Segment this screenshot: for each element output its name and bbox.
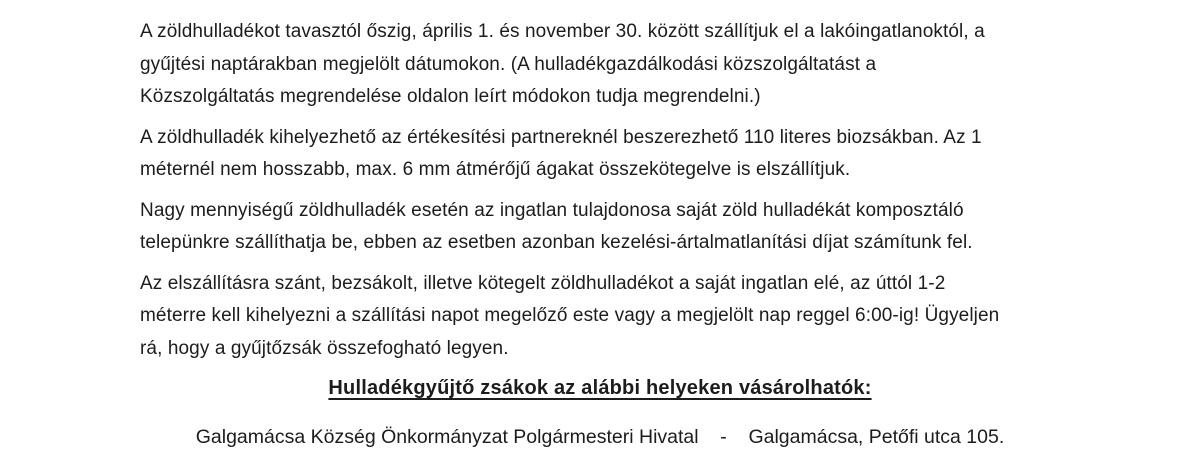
paragraph-green-waste-schedule <box>140 16 1060 114</box>
paragraph-line: A zöldhulladék kihelyezhető az értékesítési partnereknél beszerezhető 110 literes biozsákban. Az 1 <box>140 126 982 148</box>
paragraph-line: méternél nem hosszabb, max. 6 mm átmérőjű ágakat összekötegelve is elszállítjuk. <box>140 159 851 180</box>
paragraph-line: gyűjtési naptárakban megjelölt dátumokon. (A hulladékgazdálkodási közszolgáltatást a <box>140 53 877 75</box>
paragraph-line: telepünkre szállíthatja be, ebben az esetben azonban kezelési-ártalmatlanítási díjat számítunk fel. <box>140 232 973 253</box>
paragraph-line: méterre kell kihelyezni a szállítási napot megelőző este vagy a megjelölt nap reggel 6:00-ig! Ügyeljen <box>140 305 1000 326</box>
paragraph-line: A zöldhulladékot tavasztól őszig, április 1. és november 30. között szállítjuk el a lakóingatlanoktól, a <box>140 21 985 42</box>
paragraph-line: Az elszállításra szánt, bezsákolt, illetve kötegelt zöldhulladékot a saját ingatlan elé, az úttól 1-2 <box>140 272 946 294</box>
paragraph-large-quantity-info <box>140 195 1060 260</box>
paragraph-line: Nagy mennyiségű zöldhulladék esetén az ingatlan tulajdonosa saját zöld hulladékát komposztáló <box>140 199 964 221</box>
paragraph-biobag-info <box>140 122 1060 187</box>
paragraph-placement-rules <box>140 268 1060 366</box>
section-heading-bag-purchase-locations: Hulladékgyűjtő zsákok az alábbi helyeken vásárolhatók: <box>328 377 872 399</box>
paragraph-line: rá, hogy a gyűjtőzsák összefogható legyen. <box>140 337 509 359</box>
location-line-galgamacsa: Galgamácsa Község Önkormányzat Polgármesteri Hivatal - Galgamácsa, Petőfi utca 105. <box>195 426 1005 448</box>
paragraph-line: Közszolgáltatás megrendelése oldalon leírt módokon tudja megrendelni.) <box>140 86 761 107</box>
